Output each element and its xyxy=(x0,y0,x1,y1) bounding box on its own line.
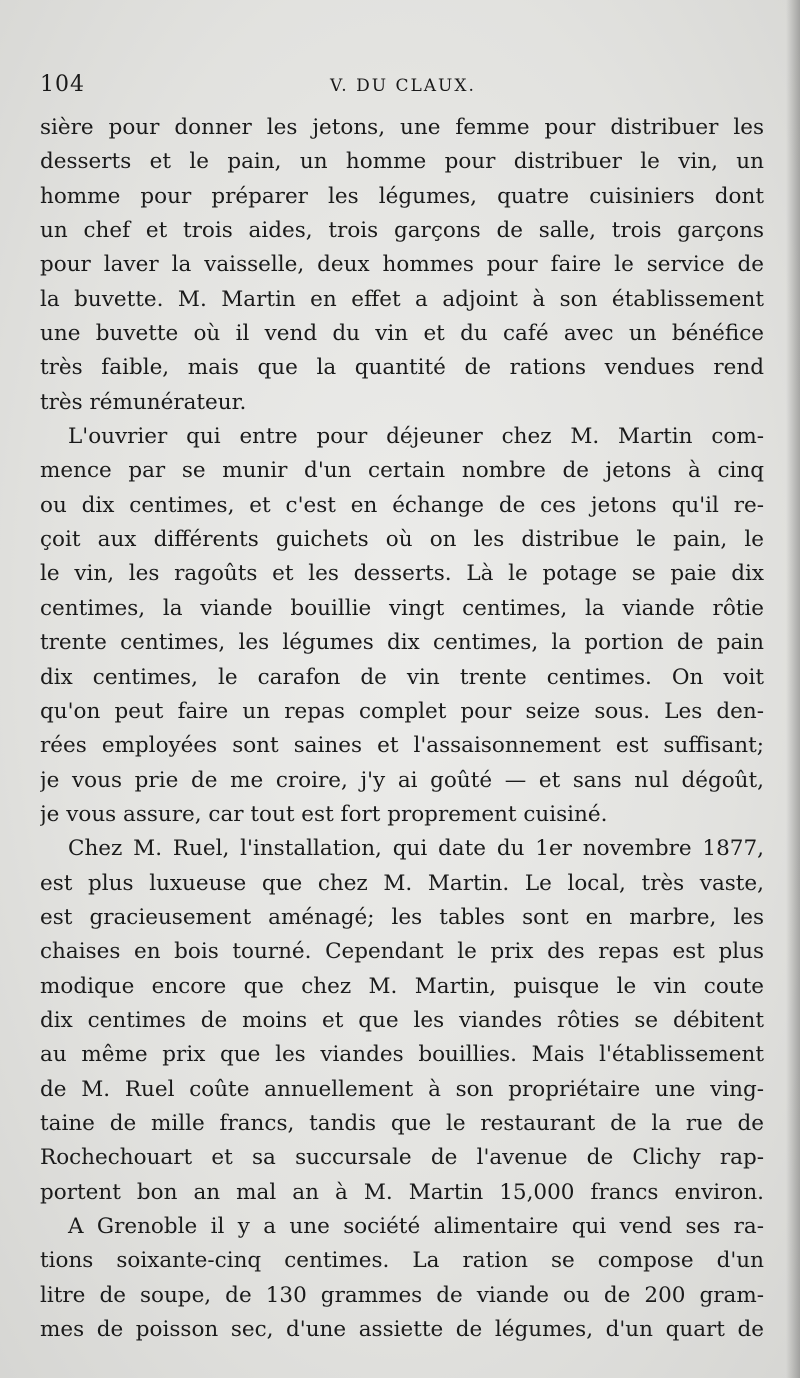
text-line: Rochechouart et sa succursale de l'avenue de Clichy rap- xyxy=(40,1145,764,1171)
body-text xyxy=(40,111,764,1347)
text-line: rées employées sont saines et l'assaisonnement est suffisant; xyxy=(40,733,764,759)
text-line: centimes, la viande bouillie vingt centimes, la viande rôtie xyxy=(40,595,764,621)
paragraph-end-line: je vous assure, car tout est fort proprement cuisiné. xyxy=(40,801,608,827)
text-line: ou dix centimes, et c'est en échange de ces jetons qu'il re- xyxy=(40,492,764,518)
text-line: au même prix que les viandes bouillies. Mais l'établissement xyxy=(40,1042,764,1068)
paragraph-start-line: L'ouvrier qui entre pour déjeuner chez M. Martin com- xyxy=(68,424,764,450)
text-line: mes de poisson sec, d'une assiette de légumes, d'un quart de xyxy=(40,1317,764,1343)
running-head: V. DU CLAUX. xyxy=(330,76,476,96)
text-line: très faible, mais que la quantité de rations vendues rend xyxy=(40,355,764,381)
text-line: pour laver la vaisselle, deux hommes pour faire le service de xyxy=(40,252,764,278)
text-line: litre de soupe, de 130 grammes de viande ou de 200 gram- xyxy=(40,1282,764,1308)
text-line: portent bon an mal an à M. Martin 15,000 francs environ. xyxy=(40,1179,764,1205)
text-line: la buvette. M. Martin en effet a adjoint à son établissement xyxy=(40,286,764,312)
text-line: modique encore que chez M. Martin, puisque le vin coute xyxy=(40,973,764,999)
text-line: dix centimes de moins et que les viandes rôties se débitent xyxy=(40,1007,764,1033)
paragraph-start-line: A Grenoble il y a une société alimentaire qui vend ses ra- xyxy=(68,1214,764,1239)
text-line: est plus luxueuse que chez M. Martin. Le local, très vaste, xyxy=(40,870,764,896)
text-line: homme pour préparer les légumes, quatre cuisiniers dont xyxy=(40,183,764,209)
text-line: je vous prie de me croire, j'y ai goûté — et sans nul dégoût, xyxy=(40,767,764,793)
text-line: desserts et le pain, un homme pour distribuer le vin, un xyxy=(40,149,764,175)
page-number: 104 xyxy=(40,72,85,97)
text-line: dix centimes, le carafon de vin trente centimes. On voit xyxy=(40,664,764,690)
page-header xyxy=(40,72,760,102)
text-line: une buvette où il vend du vin et du café avec un bénéfice xyxy=(40,321,764,347)
text-line: tions soixante-cinq centimes. La ration se compose d'un xyxy=(40,1248,764,1274)
paragraph-start-line: Chez M. Ruel, l'installation, qui date du 1er novembre 1877, xyxy=(68,836,764,862)
text-line: trente centimes, les légumes dix centimes, la portion de pain xyxy=(40,630,764,656)
text-line: de M. Ruel coûte annuellement à son propriétaire une ving- xyxy=(40,1076,764,1102)
text-line: taine de mille francs, tandis que le restaurant de la rue de xyxy=(40,1110,764,1136)
text-line: çoit aux différents guichets où on les distribue le pain, le xyxy=(40,527,764,553)
text-line: un chef et trois aides, trois garçons de salle, trois garçons xyxy=(40,218,764,244)
page-edge-shadow xyxy=(786,0,800,1378)
text-line: chaises en bois tourné. Cependant le prix des repas est plus xyxy=(40,939,764,965)
text-line: le vin, les ragoûts et les desserts. Là le potage se paie dix xyxy=(40,561,764,587)
text-line: mence par se munir d'un certain nombre de jetons à cinq xyxy=(40,458,764,484)
text-line: qu'on peut faire un repas complet pour seize sous. Les den- xyxy=(40,698,764,724)
paragraph-end-line: très rémunérateur. xyxy=(40,389,247,415)
text-line: sière pour donner les jetons, une femme pour distribuer les xyxy=(40,115,764,140)
text-line: est gracieusement aménagé; les tables sont en marbre, les xyxy=(40,904,764,930)
